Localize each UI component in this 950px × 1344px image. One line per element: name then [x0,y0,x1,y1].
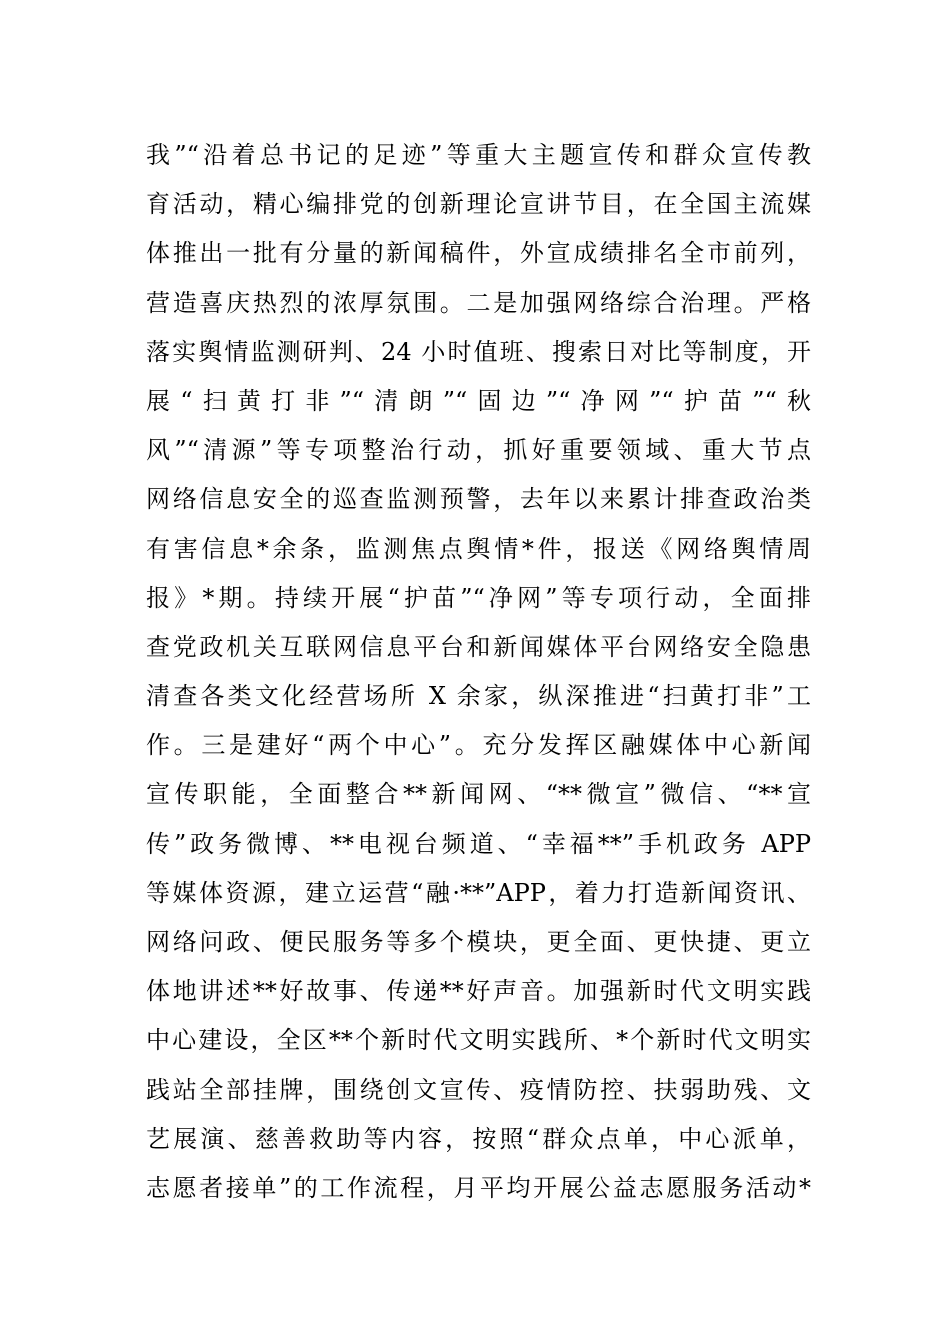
text-line: 查党政机关互联网信息平台和新闻媒体平台网络安全隐患 [146,632,811,661]
text-line: 网络信息安全的巡查监测预警，去年以来累计排查政治类 [146,485,811,514]
text-line: 体地讲述**好故事、传递**好声音。加强新时代文明实践 [146,977,811,1006]
body-paragraph [146,131,811,1213]
text-line: 艺展演、慈善救助等内容，按照“群众点单，中心派单， [146,1124,811,1153]
text-line: 中心建设，全区**个新时代文明实践所、*个新时代文明实 [146,1026,811,1055]
text-line: 网络问政、便民服务等多个模块，更全面、更快捷、更立 [146,928,811,956]
text-line: 风”“清源”等专项整治行动，抓好重要领域、重大节点 [146,436,811,465]
text-line: 志愿者接单”的工作流程，月平均开展公益志愿服务活动* [146,1173,811,1202]
text-line: 等媒体资源，建立运营“融·**”APP，着力打造新闻资讯、 [146,878,811,907]
text-line: 宣传职能，全面整合**新闻网、“**微宣”微信、“**宣 [146,780,811,809]
text-line: 体推出一批有分量的新闻稿件，外宣成绩排名全市前列， [146,239,811,268]
text-line: 作。三是建好“两个中心”。充分发挥区融媒体中心新闻 [146,731,811,760]
text-line: 清查各类文化经营场所 X 余家，纵深推进“扫黄打非”工 [146,682,811,711]
text-line: 落实舆情监测研判、24 小时值班、搜索日对比等制度，开 [146,337,811,366]
text-line: 传”政务微博、**电视台频道、“幸福**”手机政务 APP [146,829,811,858]
text-line: 展“扫黄打非”“清朗”“固边”“净网”“护苗”“秋 [146,386,811,415]
text-line: 我”“沿着总书记的足迹”等重大主题宣传和群众宣传教 [146,141,811,169]
text-line: 有害信息*余条，监测焦点舆情*件，报送《网络舆情周 [146,534,811,563]
text-line: 报》*期。持续开展“护苗”“净网”等专项行动，全面排 [146,583,811,612]
text-line: 践站全部挂牌，围绕创文宣传、疫情防控、扶弱助残、文 [146,1075,811,1104]
text-line: 营造喜庆热烈的浓厚氛围。二是加强网络综合治理。严格 [146,288,811,317]
text-line: 育活动，精心编排党的创新理论宣讲节目，在全国主流媒 [146,190,811,219]
